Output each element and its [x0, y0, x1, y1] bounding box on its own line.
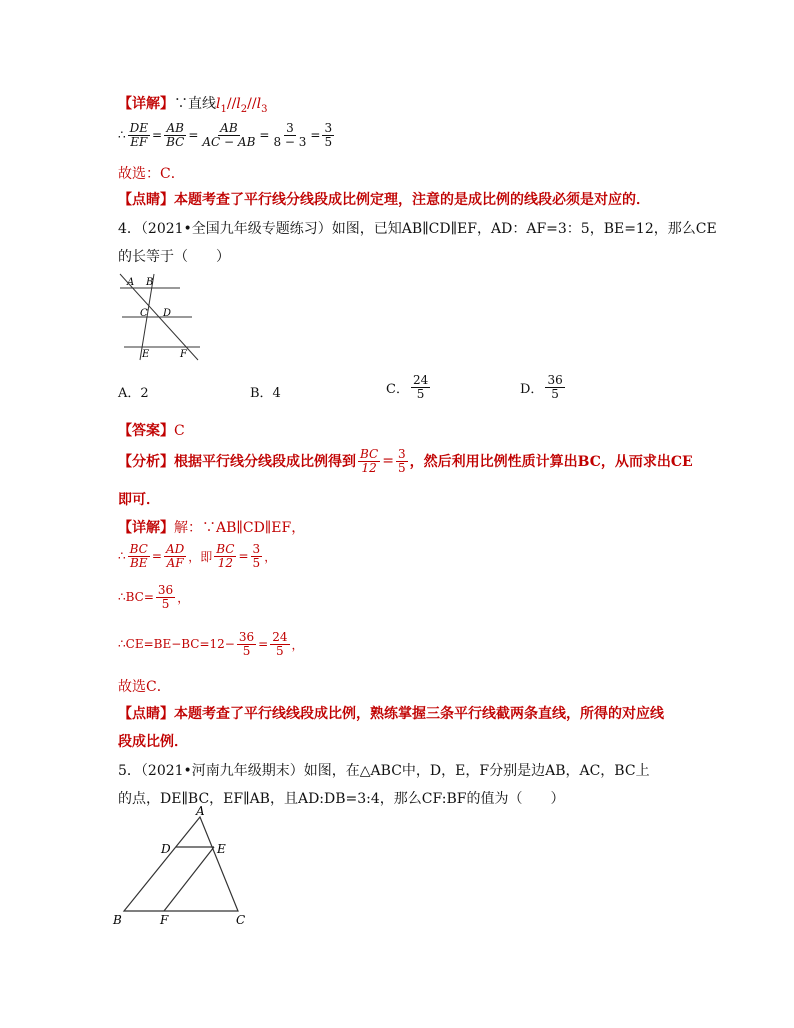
label-b: B — [113, 913, 122, 927]
question-4-line-2: 的长等于（ ） — [118, 249, 230, 265]
option-c — [386, 374, 432, 400]
equals: = — [258, 637, 269, 652]
that-is: ，即 — [188, 549, 213, 564]
option-d-label: D． — [520, 381, 544, 397]
label-a: A — [196, 805, 205, 818]
den: 5 — [242, 643, 251, 658]
num: 3 — [397, 447, 406, 461]
label-f: F — [160, 913, 169, 927]
fraction-bc-be — [128, 543, 150, 569]
den: BE — [129, 555, 148, 570]
option-d-fraction — [545, 374, 564, 400]
analysis-tag: 【分析】 — [118, 454, 174, 471]
label-b: B — [146, 277, 154, 288]
detail-4-line-4 — [118, 631, 304, 657]
num: 3 — [252, 542, 261, 556]
because-text: ∵直线 — [174, 96, 216, 112]
review-4-line-1 — [118, 703, 664, 723]
parallel-2: // — [247, 96, 257, 112]
detail-4-line-3 — [118, 584, 189, 610]
num: 36 — [157, 583, 174, 597]
question-4-line-1: 4．（2021•全国九年级专题练习）如图，已知AB∥CD∥EF，AD：AF=3：5，BE=12，那么CE — [118, 221, 717, 237]
num: DE — [129, 121, 149, 135]
review-tag: 【点睛】 — [118, 706, 174, 722]
den: EF — [130, 134, 148, 149]
parallel-1: // — [226, 96, 237, 112]
label-f: F — [180, 349, 187, 360]
line-l1: l — [216, 96, 221, 112]
fraction-3-over-8-3 — [271, 122, 308, 148]
den: 5 — [551, 386, 559, 401]
comma: ， — [291, 637, 304, 652]
label-e: E — [142, 349, 150, 360]
den: 5 — [161, 596, 170, 611]
fraction-bc-12 — [358, 448, 380, 474]
analysis-post: ，然后利用比例性质计算出BC，从而求出CE — [409, 454, 693, 471]
label-d: D — [161, 842, 171, 856]
num: 36 — [238, 630, 255, 644]
therefore-sign: ∴ — [118, 549, 126, 564]
sub-1: 1 — [220, 103, 227, 115]
den: 8 − 3 — [273, 134, 307, 149]
review-1 — [118, 189, 650, 209]
review-text-1: 本题考查了平行线线段成比例，熟练掌握三条平行线截两条直线，所得的对应线 — [174, 706, 664, 722]
den: 5 — [416, 386, 425, 401]
triangle-abc — [124, 817, 238, 911]
analysis-pre: 根据平行线分线段成比例得到 — [174, 454, 356, 471]
label-c: C — [140, 308, 148, 319]
den: 5 — [397, 460, 406, 475]
label-c: C — [236, 913, 246, 927]
segment-ef — [164, 847, 214, 911]
fraction-3-5 — [322, 122, 334, 148]
detail-tag: 【详解】 — [118, 96, 174, 112]
label-d: D — [163, 308, 172, 319]
bc-equals: ∴BC= — [118, 590, 154, 605]
num: AB — [166, 121, 184, 135]
fraction-ab-ac-ab — [200, 122, 257, 148]
fraction-ad-af — [164, 543, 186, 569]
equals: = — [259, 128, 270, 143]
den: 12 — [361, 460, 377, 475]
analysis-4-line-1 — [118, 448, 693, 474]
review-tag: 【点睛】 — [118, 192, 174, 208]
equals: = — [188, 128, 199, 143]
den: AC − AB — [202, 134, 256, 149]
review-text: 本题考查了平行线分线段成比例定理，注意的是成比例的线段必须是对应的． — [174, 192, 650, 208]
num: 3 — [324, 121, 333, 135]
num: BC — [129, 542, 148, 556]
equals: = — [382, 453, 394, 470]
fraction-de-ef — [128, 122, 150, 148]
detail-4-line-1 — [118, 517, 305, 537]
num: BC — [216, 542, 235, 556]
sub-2: 2 — [240, 103, 248, 115]
choose-4: 故选C． — [118, 679, 171, 695]
review-4-line-2: 段成比例． — [118, 734, 188, 750]
detail-4-line-2: ∴ $\frac{BC}{BE}$ = $\frac{AD}{AF}$ ，即 $\frac{BC}{12}$ = $\frac{3}{5}$ ， — [118, 542, 277, 570]
fraction-bc-12 — [214, 543, 236, 569]
fraction-3-5 — [396, 448, 408, 474]
question-5-line-1: 5．（2021•河南九年级期末）如图，在△ABC中，D，E，F分别是边AB，AC，BC上 — [118, 763, 650, 779]
num: 24 — [412, 373, 429, 387]
analysis-4-line-2: 即可． — [118, 492, 160, 508]
comma: ， — [177, 590, 190, 605]
fraction-3-5 — [251, 543, 263, 569]
option-b: B．4 — [250, 386, 281, 401]
num: 3 — [286, 121, 294, 135]
detail-4-text-1: 解：∵AB∥CD∥EF， — [174, 520, 306, 536]
fraction-24-5 — [270, 631, 289, 657]
line-l3: l — [256, 96, 262, 112]
num: 24 — [272, 630, 288, 644]
detail-1-ratio-equation — [118, 122, 336, 148]
answer-4 — [118, 420, 185, 440]
den: 12 — [217, 555, 233, 570]
equals: = — [152, 128, 163, 143]
den: AF — [166, 555, 184, 570]
num: AB — [220, 121, 238, 135]
question-5-line-2: 的点，DE∥BC，EF∥AB，且AD:DB=3:4，那么CF:BF的值为（ ） — [118, 791, 565, 807]
option-c-label: C． — [386, 381, 409, 397]
option-c-fraction — [411, 374, 430, 400]
sub-3: 3 — [261, 103, 268, 115]
answer-tag: 【答案】 — [118, 423, 174, 439]
question-4-figure — [112, 268, 212, 368]
den: 5 — [252, 555, 261, 570]
therefore-sign: ∴ — [118, 128, 126, 143]
den: 5 — [324, 134, 333, 149]
line-l2: l — [236, 96, 241, 112]
num: 36 — [547, 373, 563, 387]
den: 5 — [276, 643, 284, 658]
label-a: A — [127, 277, 135, 288]
ce-equation-prefix: ∴CE=BE−BC=12− — [118, 637, 235, 652]
comma: ， — [264, 549, 277, 564]
fraction-36-5 — [237, 631, 256, 657]
detail-tag: 【详解】 — [118, 520, 174, 536]
equals: = — [310, 128, 321, 143]
answer-text: C — [174, 423, 185, 439]
num: AD — [165, 542, 185, 556]
option-a: A．2 — [118, 386, 149, 401]
label-e: E — [217, 842, 226, 856]
num: BC — [360, 447, 379, 461]
den: BC — [166, 134, 185, 149]
question-5-figure — [110, 805, 270, 935]
detail-1-line-1 — [118, 93, 267, 115]
fraction-36-5 — [156, 584, 175, 610]
choose-1: 故选：C． — [118, 166, 185, 182]
fraction-ab-bc — [164, 122, 186, 148]
option-d — [520, 374, 567, 400]
